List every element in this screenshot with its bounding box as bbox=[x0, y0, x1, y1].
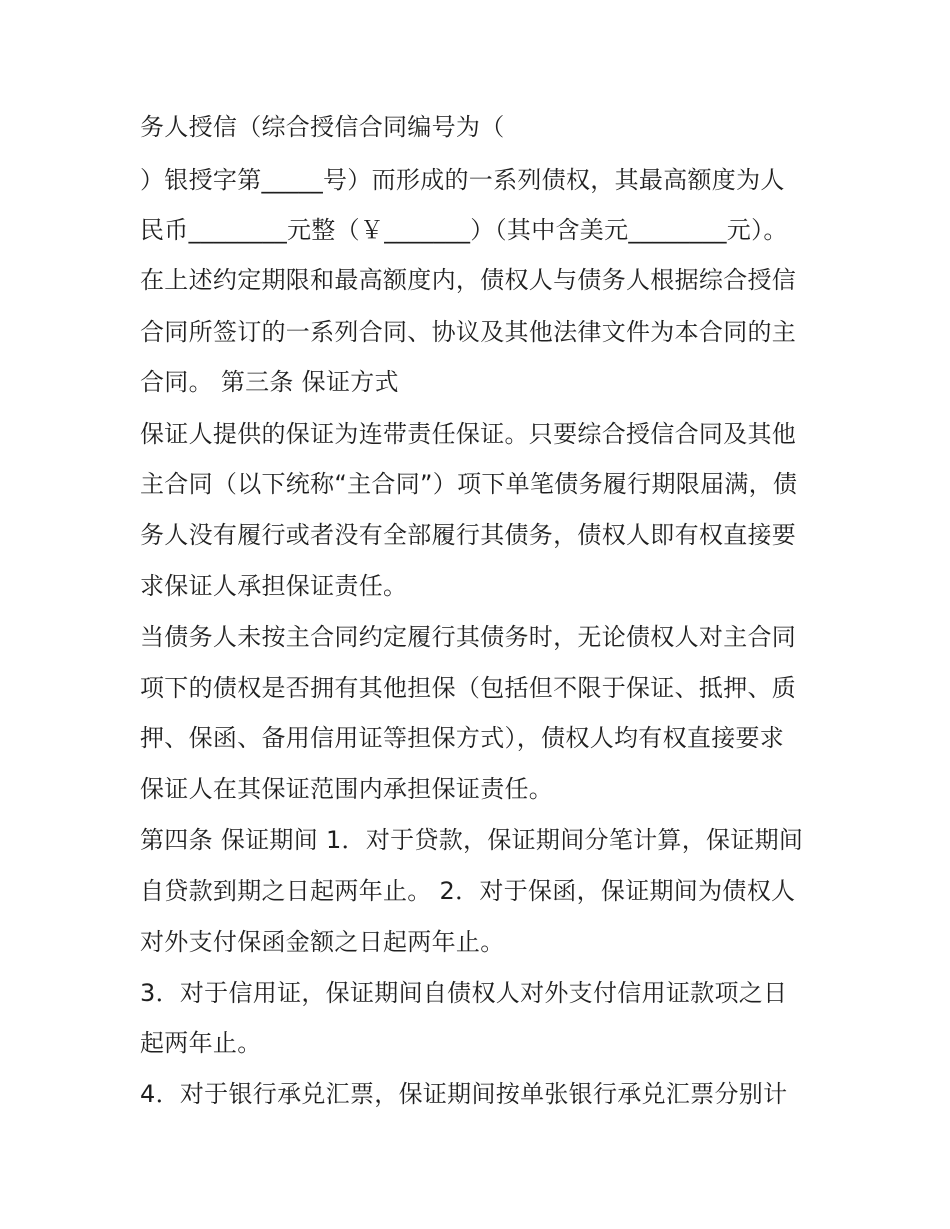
text-line: 项下的债权是否拥有其他担保（包括但不限于保证、抵押、质 bbox=[140, 674, 797, 702]
text-line: 合同所签订的一系列合同、协议及其他法律文件为本合同的主 bbox=[140, 318, 797, 346]
text-line: 当债务人未按主合同约定履行其债务时，无论债权人对主合同 bbox=[140, 623, 797, 651]
text-line: 保证人提供的保证为连带责任保证。只要综合授信合同及其他 bbox=[140, 420, 797, 448]
text-line: 求保证人承担保证责任。 bbox=[140, 572, 408, 600]
text-line: 合同。 第三条 保证方式 bbox=[140, 368, 399, 396]
text-line: 第四条 保证期间 1．对于贷款，保证期间分笔计算，保证期间 bbox=[140, 826, 804, 854]
text-line: 民币________元整（￥_______）（其中含美元________元）。 bbox=[140, 216, 788, 244]
text-line: 4．对于银行承兑汇票，保证期间按单张银行承兑汇票分别计 bbox=[140, 1080, 788, 1108]
text-line: ）银授字第_____号）而形成的一系列债权，其最高额度为人 bbox=[140, 166, 785, 194]
text-line: 主合同（以下统称“主合同”）项下单笔债务履行期限届满，债 bbox=[140, 470, 798, 498]
text-line: 务人授信（综合授信合同编号为（ bbox=[140, 113, 505, 141]
text-line: 保证人在其保证范围内承担保证责任。 bbox=[140, 775, 554, 803]
text-line: 自贷款到期之日起两年止。 2．对于保函，保证期间为债权人 bbox=[140, 877, 796, 905]
text-line: 押、保函、备用信用证等担保方式），债权人均有权直接要求 bbox=[140, 724, 785, 752]
text-line: 对外支付保函金额之日起两年止。 bbox=[140, 928, 505, 956]
text-line: 务人没有履行或者没有全部履行其债务，债权人即有权直接要 bbox=[140, 521, 797, 549]
text-line: 3．对于信用证，保证期间自债权人对外支付信用证款项之日 bbox=[140, 979, 788, 1007]
text-line: 在上述约定期限和最高额度内，债权人与债务人根据综合授信 bbox=[140, 266, 797, 294]
text-line: 起两年止。 bbox=[140, 1029, 262, 1057]
